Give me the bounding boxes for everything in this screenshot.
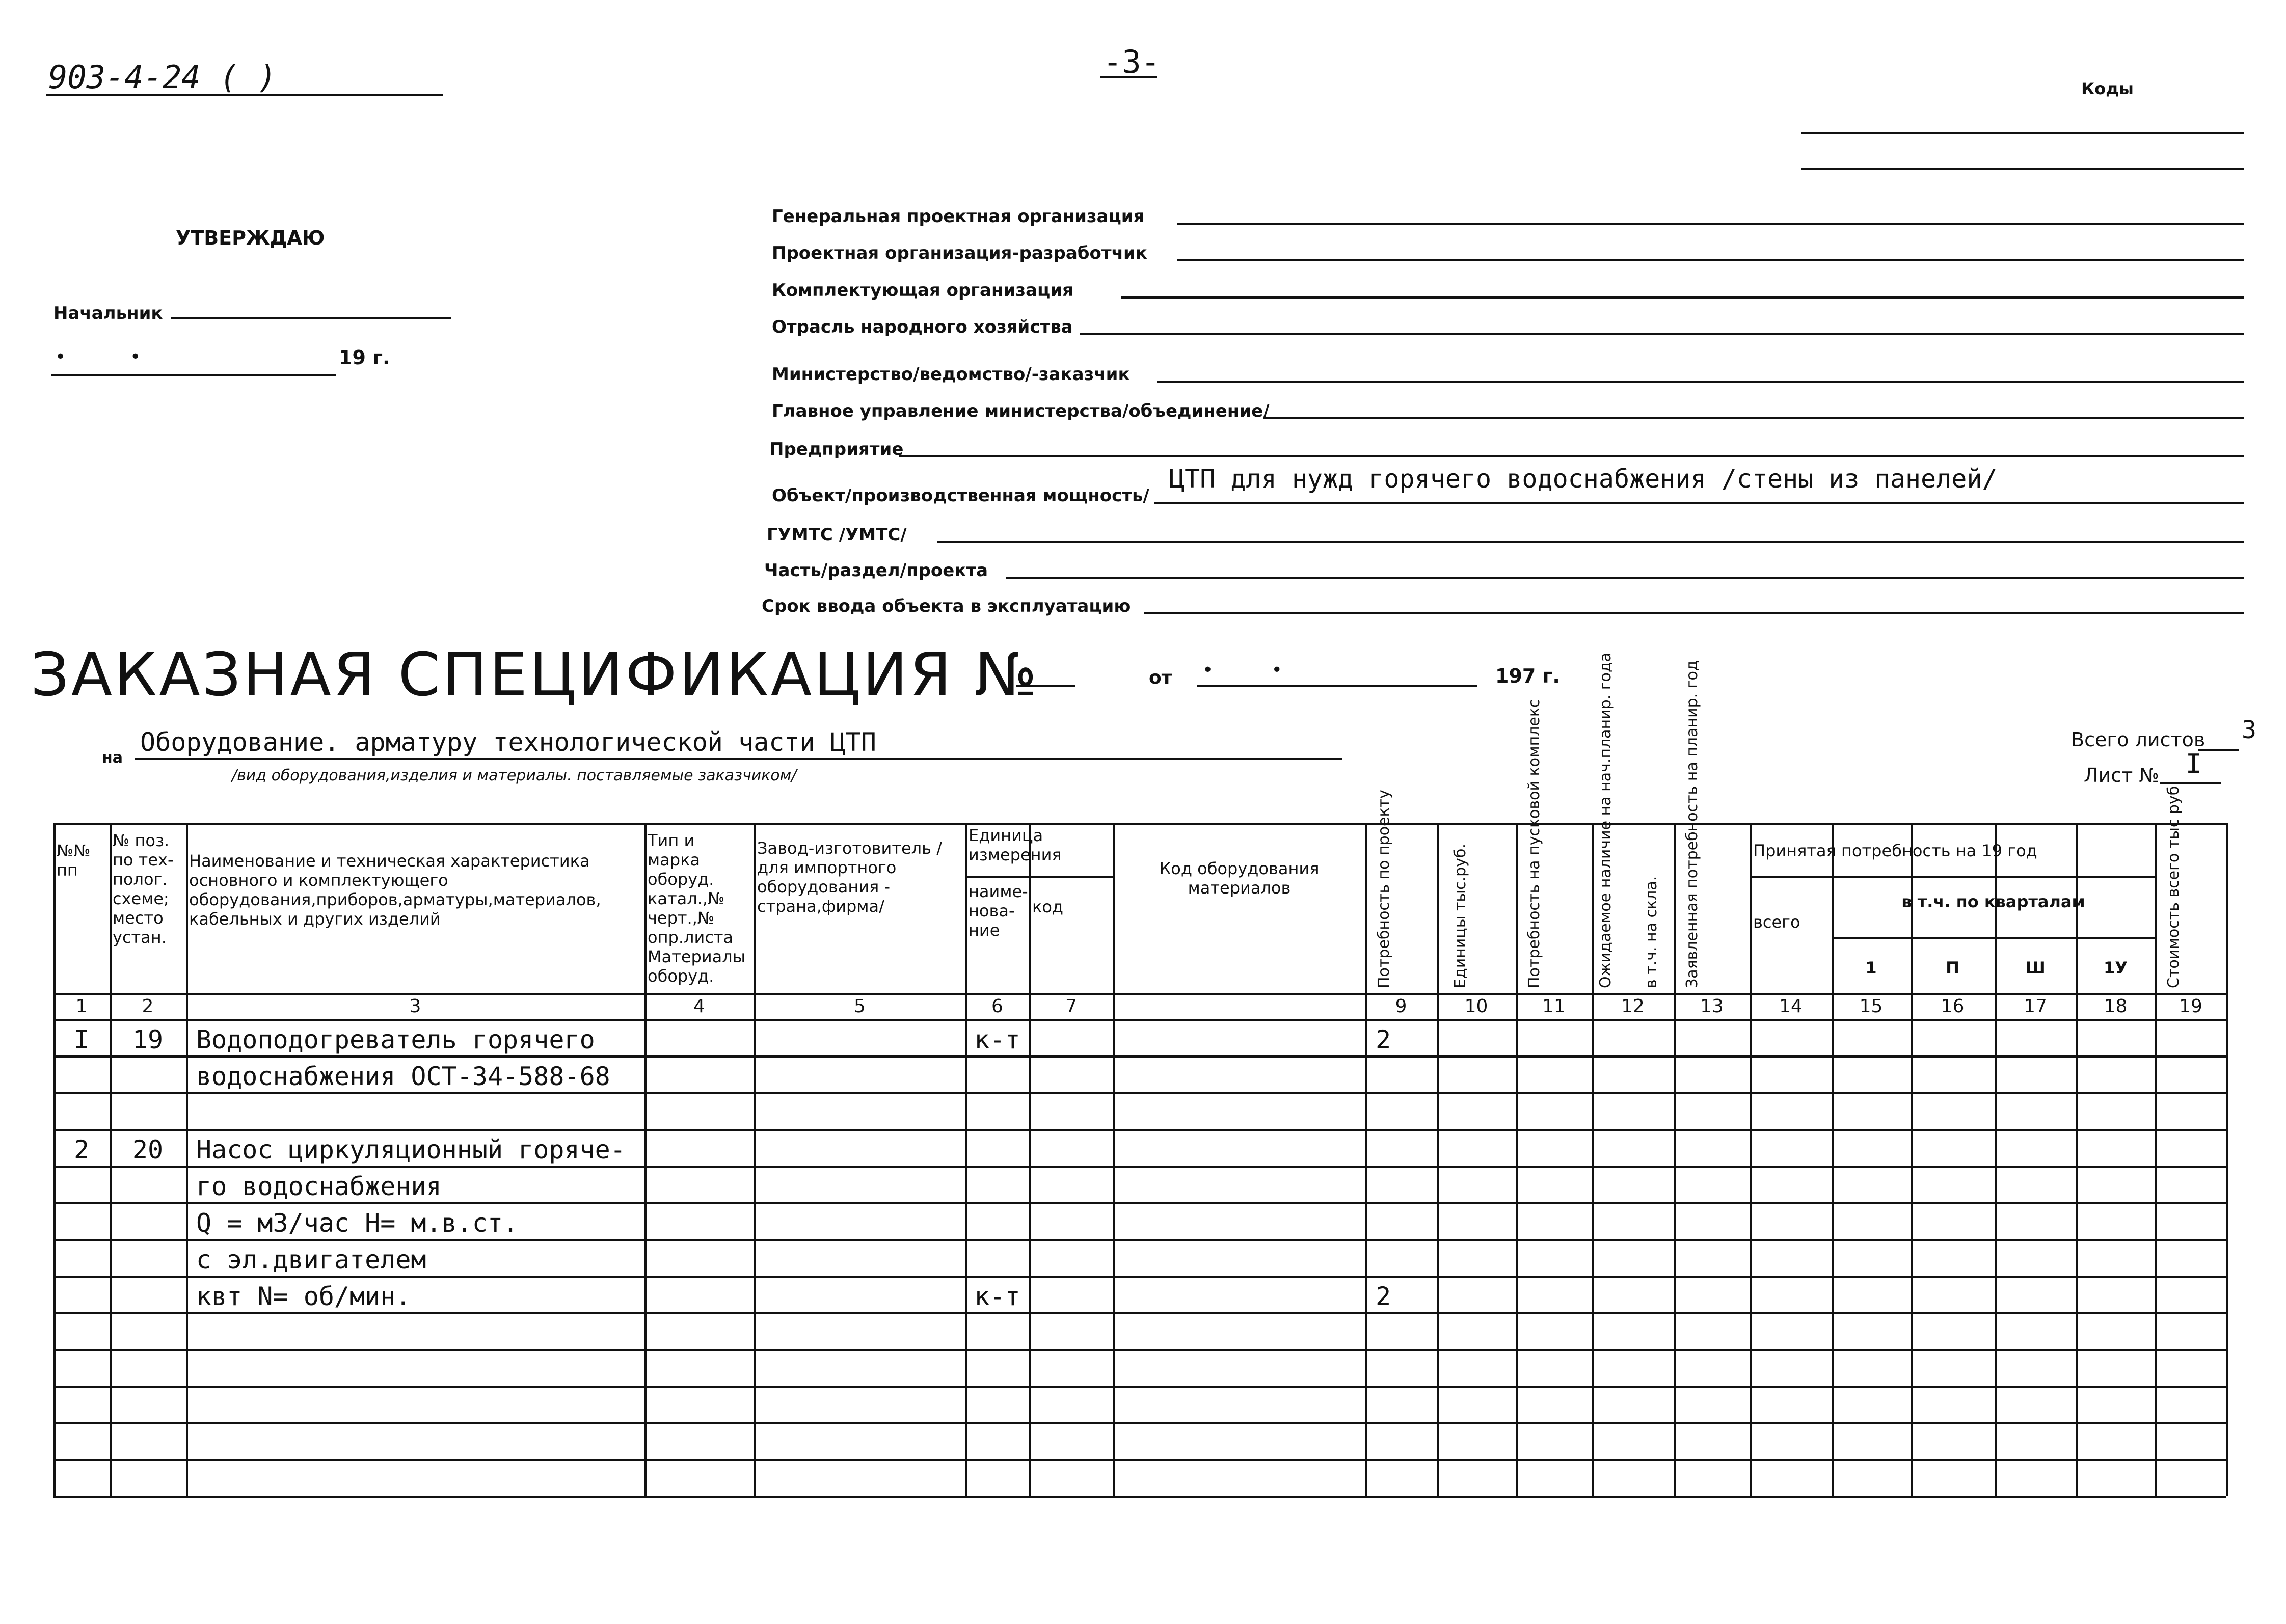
column-number: 19 [2179, 996, 2202, 1017]
header-c8: Код оборудования материалов [1159, 859, 1320, 898]
header-c4: Тип и марка оборуд. катал.,№ черт.,№ опр.листа Материалы оборуд. [648, 831, 745, 986]
org-field-line[interactable] [1121, 296, 2244, 299]
total-sheets-label: Всего листов [2071, 728, 2206, 751]
row-position[interactable]: 19 [132, 1025, 164, 1054]
org-field-line[interactable] [1263, 417, 2244, 419]
org-field-line[interactable] [1157, 381, 2244, 383]
org-field-label: Генеральная проектная организация [772, 206, 1145, 227]
header-c14: всего [1753, 912, 1800, 932]
approval-date-year: 19 г. [339, 346, 390, 369]
header-c11: Потребность на пусковой комплекс [1525, 699, 1543, 988]
org-field-line[interactable] [899, 455, 2244, 457]
org-field-line[interactable] [1177, 259, 2244, 261]
table-column-rule [1516, 823, 1518, 1496]
org-field-line[interactable] [1144, 612, 2244, 614]
column-number: 7 [1065, 996, 1077, 1017]
table-row-rule [53, 1422, 2226, 1424]
header-c6_group: Единица измерения [969, 826, 1062, 864]
chief-signature-line [171, 317, 451, 319]
table-row-rule [53, 1349, 2226, 1351]
total-sheets-value: 3 [2242, 716, 2256, 744]
accepted-group-rule [1750, 876, 2155, 878]
org-field-label: ГУМТС /УМТС/ [767, 525, 907, 545]
header-q4: 1У [2104, 958, 2128, 978]
column-number: 17 [2024, 996, 2047, 1017]
row-name[interactable]: Насос циркуляционный горяче- [196, 1135, 626, 1165]
table-row-rule [53, 1129, 2226, 1131]
org-field-line[interactable] [1006, 577, 2244, 579]
table-column-rule [1592, 823, 1594, 1496]
org-field-label: Часть/раздел/проекта [764, 560, 988, 581]
subject-caption: /вид оборудования,изделия и материалы. поставляемые заказчиком/ [232, 767, 797, 784]
column-number: 9 [1395, 996, 1407, 1017]
table-number-row-rule [53, 1019, 2226, 1021]
header-c2: № поз. по тех-полог. схеме; место устан. [113, 831, 174, 947]
column-number: 13 [1700, 996, 1724, 1017]
header-c12: Ожидаемое наличие на нач.планир. года [1597, 652, 1615, 988]
org-field-line[interactable] [1080, 333, 2244, 335]
table-header-rule [53, 993, 2226, 995]
org-field-label: Главное управление министерства/объединение/ [772, 401, 1270, 421]
codes-label: Коды [2081, 79, 2134, 98]
column-number: 18 [2104, 996, 2128, 1017]
spec-number-line [1016, 685, 1075, 687]
org-field-line[interactable] [1177, 223, 2244, 225]
header-c12b: в т.ч. на скла. [1643, 876, 1660, 988]
header-c10: Единицы тыс.руб. [1451, 844, 1469, 988]
total-sheets-line [2198, 749, 2239, 751]
row-unit[interactable]: к-т [974, 1282, 1020, 1311]
table-row-rule [53, 1276, 2226, 1278]
org-field-line[interactable] [937, 541, 2244, 543]
table-row-rule [53, 1166, 2226, 1168]
approval-title: УТВЕРЖДАЮ [176, 227, 325, 249]
column-number: 3 [409, 996, 421, 1017]
table-column-rule [2226, 823, 2228, 1496]
table-column-rule [1437, 823, 1439, 1496]
spec-from-label: от [1149, 667, 1172, 688]
header-c9: Потребность по проекту [1375, 790, 1393, 988]
column-number: 14 [1779, 996, 1803, 1017]
document-code-underline [46, 94, 443, 96]
column-number: 15 [1859, 996, 1883, 1017]
column-number: 10 [1464, 996, 1488, 1017]
org-field-label: Министерство/ведомство/-заказчик [772, 364, 1130, 385]
row-unit[interactable]: к-т [974, 1025, 1020, 1054]
table-row-rule [53, 1092, 2226, 1094]
table-row-rule [53, 1055, 2226, 1058]
header-c13: Заявленная потребность на планир. год [1683, 660, 1701, 988]
chief-label: Начальник [53, 303, 163, 323]
row-name[interactable]: го водоснабжения [196, 1172, 442, 1201]
row-name[interactable]: Водоподогреватель горячего [196, 1025, 595, 1054]
org-field-label: Срок ввода объекта в эксплуатацию [762, 596, 1131, 616]
column-number: 2 [142, 996, 154, 1017]
column-number: 12 [1621, 996, 1645, 1017]
unit-group-rule [965, 876, 1113, 878]
spec-date-dots: • • [1202, 660, 1282, 681]
header-c7: код [1032, 897, 1064, 916]
subject-value: Оборудование. арматуру технологической части ЦТП [140, 727, 876, 757]
sheet-label: Лист № [2084, 764, 2159, 787]
row-need[interactable]: 2 [1375, 1025, 1391, 1054]
row-name[interactable]: Q = м3/час Н= м.в.ст. [196, 1208, 519, 1238]
row-need[interactable]: 2 [1375, 1282, 1391, 1311]
org-field-value[interactable]: ЦТП для нужд горячего водоснабжения /стены из панелей/ [1169, 464, 1998, 494]
org-field-label: Отрасль народного хозяйства [772, 317, 1073, 337]
document-code: 903-4-24 ( ) [48, 59, 277, 96]
column-number: 11 [1542, 996, 1566, 1017]
table-row-rule [53, 1312, 2226, 1314]
org-field-label: Комплектующая организация [772, 280, 1073, 301]
header-q1: 1 [1865, 958, 1877, 978]
column-number: 16 [1941, 996, 1965, 1017]
column-number: 6 [991, 996, 1003, 1017]
org-field-label: Объект/производственная мощность/ [772, 485, 1149, 506]
row-name[interactable]: водоснабжения ОСТ-34-588-68 [196, 1062, 610, 1091]
table-row-rule [53, 1459, 2226, 1461]
row-name[interactable]: с эл.двигателем [196, 1245, 426, 1275]
column-number: 1 [75, 996, 88, 1017]
column-number: 5 [854, 996, 866, 1017]
org-field-label: Проектная организация-разработчик [772, 243, 1147, 263]
table-column-rule [2155, 823, 2157, 1496]
header-c1: №№ пп [57, 841, 91, 880]
spec-year: 197 г. [1495, 665, 1560, 687]
approval-date-marks: • • [55, 346, 141, 367]
org-field-line[interactable] [1154, 502, 2244, 504]
row-position[interactable]: 20 [132, 1135, 164, 1165]
codes-line-2 [1801, 168, 2244, 170]
header-quarters_label: в т.ч. по кварталам [1901, 892, 2085, 911]
subject-prefix: на [102, 749, 123, 767]
spec-date-line [1197, 685, 1477, 687]
table-row-rule [53, 1386, 2226, 1388]
approval-date-line [51, 374, 336, 376]
header-q3: Ш [2025, 958, 2046, 978]
table-column-rule [1365, 823, 1367, 1496]
column-number: 4 [693, 996, 705, 1017]
spec-title: ЗАКАЗНАЯ СПЕЦИФИКАЦИЯ № [31, 639, 1039, 710]
table-row-rule [53, 1496, 2226, 1498]
table-top-rule [53, 823, 2226, 825]
header-c19: Стоимость всего тыс руб. [2165, 781, 2183, 988]
header-c14_group: Принятая потребность на 19 год [1753, 841, 2037, 860]
header-c3: Наименование и техническая характеристика основного и комплектующего оборудования,приборов,арматуры,материалов, кабельных и других изделий [189, 851, 601, 929]
table-column-rule [1674, 823, 1676, 1496]
sheet-value: I [2186, 749, 2202, 779]
subject-line [135, 758, 1342, 760]
header-c6: наиме-нова-ние [969, 882, 1028, 940]
codes-line-1 [1801, 132, 2244, 134]
row-number[interactable]: 2 [73, 1135, 90, 1165]
header-c5: Завод-изготовитель /для импортного оборудования - страна,фирма/ [757, 838, 942, 916]
row-number[interactable]: I [73, 1025, 90, 1054]
table-row-rule [53, 1239, 2226, 1241]
row-name[interactable]: квт N= об/мин. [196, 1282, 411, 1311]
page-marker-underline [1100, 76, 1157, 78]
header-q2: П [1946, 958, 1959, 978]
table-row-rule [53, 1202, 2226, 1204]
org-field-label: Предприятие [769, 439, 904, 459]
quarters-group-rule [1832, 937, 2155, 939]
page-marker: -3- [1103, 43, 1160, 80]
